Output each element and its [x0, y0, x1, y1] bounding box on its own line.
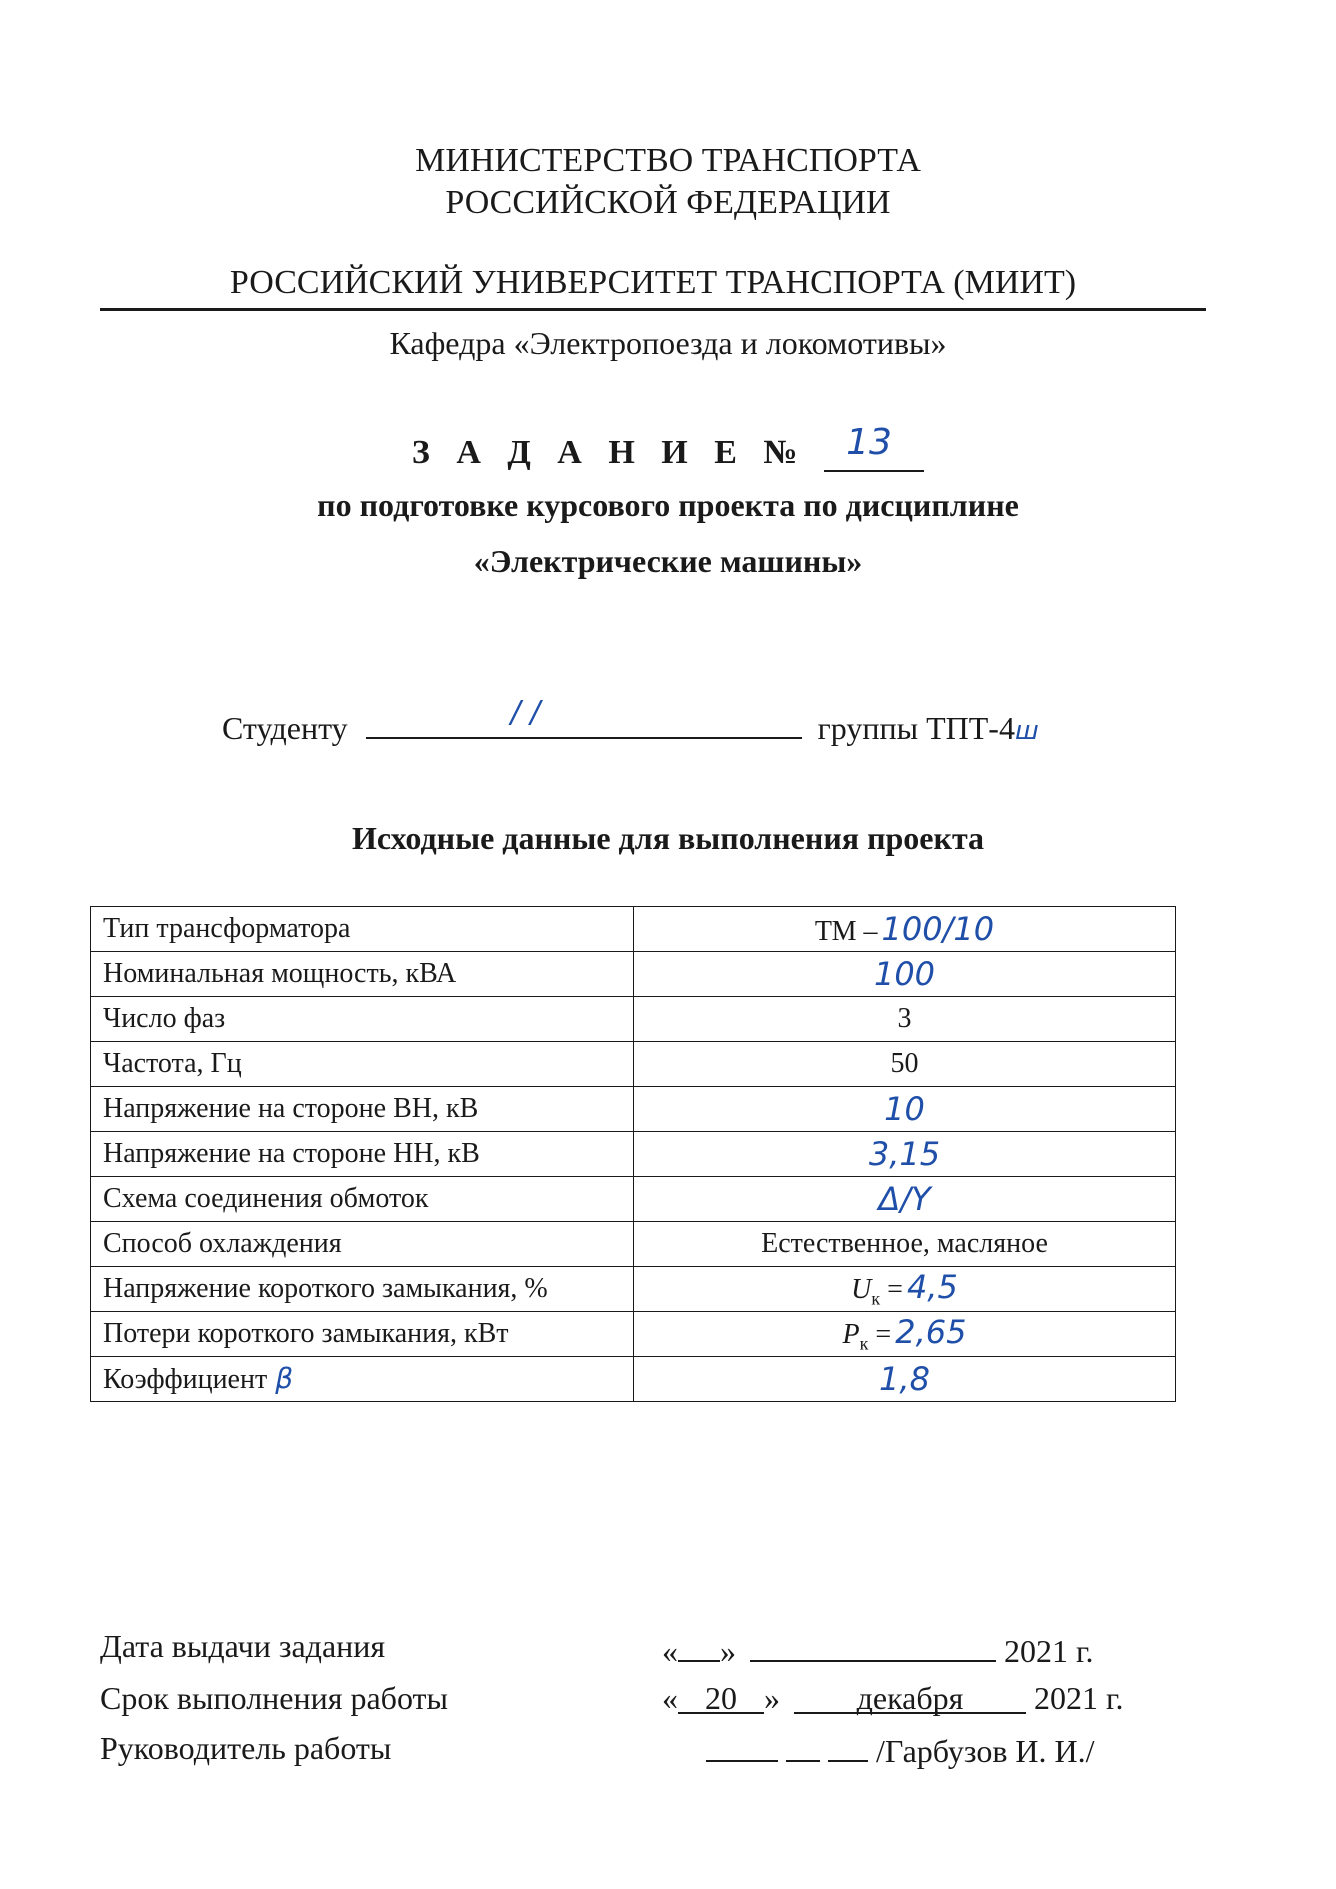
- parameter-value-cell: [634, 1042, 1176, 1087]
- task-subtitle-2: «Электрические машины»: [473, 543, 863, 579]
- ministry-line-1: МИНИСТЕРСТВО ТРАНСПОРТА: [415, 142, 921, 179]
- issue-year: 2021 г.: [1004, 1633, 1094, 1669]
- signature-line-2: [786, 1730, 820, 1762]
- parameter-row: [91, 997, 1176, 1042]
- issue-date-label: Дата выдачи задания: [100, 1628, 386, 1664]
- task-title: [0, 422, 1336, 472]
- parameter-label-cell: [91, 1312, 634, 1357]
- deadline-year: 2021 г.: [1034, 1680, 1124, 1716]
- issue-month-line: [750, 1628, 996, 1662]
- parameter-row: [91, 1267, 1176, 1312]
- parameters-table: [90, 906, 1176, 1402]
- parameter-label: Частота, Гц: [103, 1048, 242, 1079]
- parameter-label: Тип трансформатора: [103, 913, 351, 944]
- parameter-label-cell: [91, 1222, 634, 1267]
- parameter-value-cell: [634, 907, 1176, 952]
- parameter-value-cell: [634, 1222, 1176, 1267]
- task-subtitle-1: по подготовке курсового проекта по дисциплине: [317, 487, 1019, 523]
- ministry-header: [0, 140, 1336, 224]
- parameter-value-cell: [634, 1132, 1176, 1177]
- department-name: Кафедра «Электропоезда и локомотивы»: [389, 325, 947, 361]
- parameter-label: Напряжение на стороне НН, кВ: [103, 1138, 480, 1169]
- source-data-heading: Исходные данные для выполнения проекта: [351, 820, 985, 856]
- parameter-label: Напряжение на стороне ВН, кВ: [103, 1093, 479, 1124]
- parameter-label-cell: [91, 1087, 634, 1132]
- parameter-value: 4,5: [906, 1268, 958, 1307]
- parameter-label-cell: [91, 1267, 634, 1312]
- supervisor-signature: [706, 1730, 1095, 1770]
- task-number: 13: [846, 422, 892, 463]
- student-name-field: [366, 695, 802, 739]
- parameter-label: Потери короткого замыкания, кВт: [103, 1318, 509, 1349]
- group-suffix: ш: [1014, 716, 1039, 746]
- parameter-value: Естественное, масляное: [761, 1228, 1048, 1259]
- university-name: РОССИЙСКИЙ УНИВЕРСИТЕТ ТРАНСПОРТА (МИИТ): [100, 262, 1206, 311]
- parameter-value-cell: [634, 1177, 1176, 1222]
- parameter-value-cell: [634, 1267, 1176, 1312]
- parameter-row: [91, 1087, 1176, 1132]
- parameter-value: 50: [890, 1048, 919, 1079]
- deadline-month: декабря: [794, 1680, 1026, 1714]
- parameter-label-cell: [91, 1357, 634, 1402]
- parameter-row: [91, 952, 1176, 997]
- parameter-value-cell: [634, 1357, 1176, 1402]
- deadline-value: [662, 1680, 1124, 1717]
- supervisor-name: /Гарбузов И. И./: [876, 1733, 1095, 1769]
- supervisor-label: Руководитель работы: [100, 1730, 392, 1766]
- parameter-row: [91, 1222, 1176, 1267]
- signature-line-3: [828, 1730, 868, 1762]
- parameter-value-cell: [634, 997, 1176, 1042]
- issue-close-quote: »: [720, 1633, 736, 1669]
- deadline-day: 20: [678, 1680, 764, 1714]
- parameter-value-cell: [634, 1087, 1176, 1132]
- parameter-value-prefix-subscript: к: [859, 1333, 869, 1354]
- parameter-label: Схема соединения обмоток: [103, 1183, 429, 1214]
- parameter-value: Δ/Y: [878, 1180, 931, 1218]
- issue-date-value: [662, 1628, 1094, 1670]
- parameter-value: 3: [897, 1003, 912, 1034]
- parameter-label: Число фаз: [103, 1003, 226, 1034]
- ministry-line-2: РОССИЙСКОЙ ФЕДЕРАЦИИ: [445, 184, 891, 221]
- parameter-value: 2,65: [895, 1313, 967, 1352]
- parameter-label-cell: [91, 907, 634, 952]
- parameter-row: [91, 1357, 1176, 1402]
- parameter-value-cell: [634, 1312, 1176, 1357]
- parameter-label-symbol: β: [275, 1362, 294, 1395]
- parameter-value-prefix: ТМ –: [814, 916, 878, 947]
- parameter-label: Номинальная мощность, кВА: [103, 958, 457, 989]
- parameter-row: [91, 1132, 1176, 1177]
- task-title-text: З А Д А Н И Е №: [411, 434, 807, 471]
- issue-day-line: [678, 1628, 720, 1662]
- parameter-value-cell: [634, 952, 1176, 997]
- deadline-label: Срок выполнения работы: [100, 1680, 449, 1716]
- parameter-label-cell: [91, 997, 634, 1042]
- parameter-row: [91, 1177, 1176, 1222]
- parameter-label-cell: [91, 1177, 634, 1222]
- parameter-row: [91, 907, 1176, 952]
- group-label: группы ТПТ-4: [817, 710, 1015, 746]
- parameter-row: [91, 1312, 1176, 1357]
- parameter-label: Способ охлаждения: [103, 1228, 342, 1259]
- parameter-value: 3,15: [868, 1135, 941, 1173]
- task-number-field: [824, 422, 924, 472]
- parameter-value: 10: [884, 1090, 925, 1128]
- parameter-value-prefix: U: [851, 1274, 872, 1306]
- signature-line-1: [706, 1730, 778, 1762]
- parameter-value-prefix-subscript: к: [871, 1288, 881, 1309]
- parameter-label: Напряжение короткого замыкания, %: [103, 1273, 548, 1304]
- parameter-value: 100: [873, 955, 936, 993]
- parameter-row: [91, 1042, 1176, 1087]
- parameter-value-prefix: P: [842, 1319, 860, 1351]
- parameter-label-cell: [91, 1132, 634, 1177]
- student-label: Студенту: [222, 710, 348, 746]
- parameter-value: 100/10: [881, 910, 995, 948]
- deadline-open-quote: «: [662, 1680, 678, 1716]
- issue-open-quote: «: [662, 1633, 678, 1669]
- student-row: [222, 695, 1039, 747]
- parameter-value-prefix-tail: =: [880, 1274, 903, 1306]
- parameter-value-prefix-tail: =: [868, 1319, 892, 1351]
- parameter-label-cell: [91, 952, 634, 997]
- parameter-value: 1,8: [879, 1360, 930, 1398]
- parameter-label: Коэффициент: [103, 1364, 268, 1395]
- parameter-label-cell: [91, 1042, 634, 1087]
- student-name: / /: [510, 695, 541, 730]
- deadline-close-quote: »: [764, 1680, 780, 1716]
